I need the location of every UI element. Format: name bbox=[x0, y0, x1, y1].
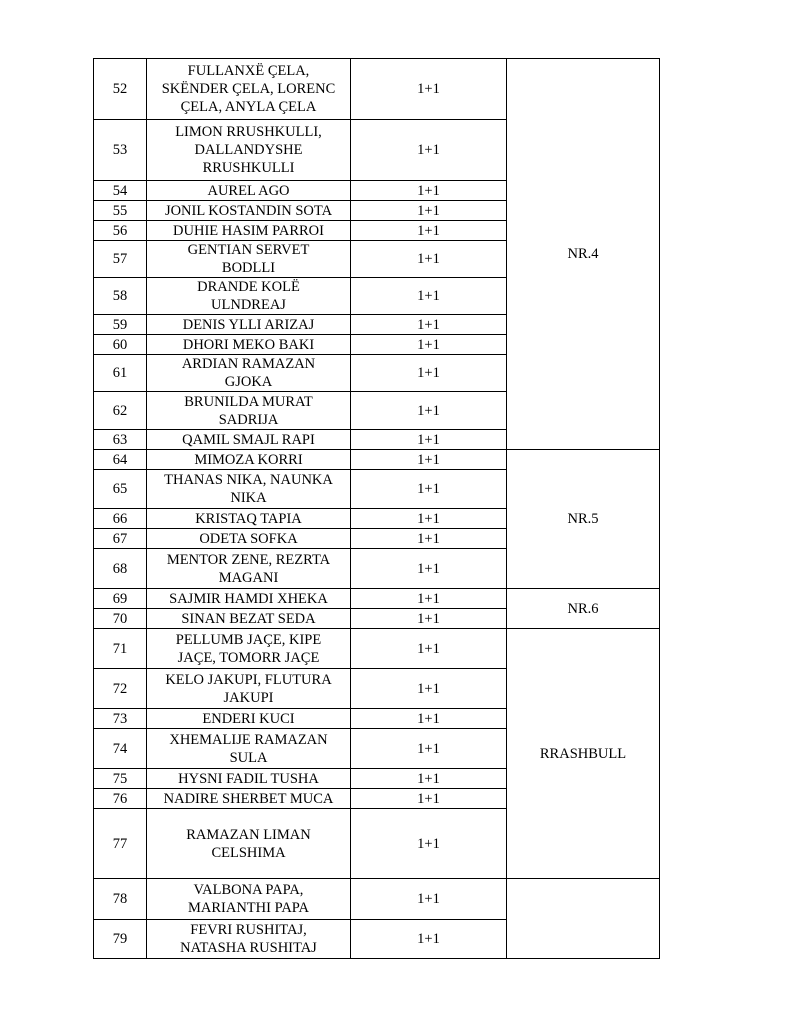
beneficiary-table bbox=[93, 58, 660, 959]
quantity-cell: 1+1 bbox=[351, 629, 507, 669]
row-number-cell: 66 bbox=[94, 509, 147, 529]
quantity-cell: 1+1 bbox=[351, 120, 507, 181]
row-number-cell: 62 bbox=[94, 392, 147, 430]
quantity-cell: 1+1 bbox=[351, 59, 507, 120]
name-cell: HYSNI FADIL TUSHA bbox=[147, 769, 351, 789]
row-number-cell: 63 bbox=[94, 430, 147, 450]
name-cell: LIMON RRUSHKULLI, DALLANDYSHE RRUSHKULLI bbox=[147, 120, 351, 181]
name-cell: DENIS YLLI ARIZAJ bbox=[147, 315, 351, 335]
quantity-cell: 1+1 bbox=[351, 201, 507, 221]
table-row bbox=[94, 59, 660, 120]
quantity-cell: 1+1 bbox=[351, 549, 507, 589]
quantity-cell: 1+1 bbox=[351, 729, 507, 769]
row-number-cell: 58 bbox=[94, 278, 147, 315]
name-cell: MENTOR ZENE, REZRTA MAGANI bbox=[147, 549, 351, 589]
row-number-cell: 53 bbox=[94, 120, 147, 181]
name-cell: RAMAZAN LIMAN CELSHIMA bbox=[147, 809, 351, 879]
name-cell: DHORI MEKO BAKI bbox=[147, 335, 351, 355]
table-body bbox=[94, 59, 660, 959]
row-number-cell: 71 bbox=[94, 629, 147, 669]
name-cell: SINAN BEZAT SEDA bbox=[147, 609, 351, 629]
name-cell: DRANDE KOLË ULNDREAJ bbox=[147, 278, 351, 315]
name-cell: ARDIAN RAMAZAN GJOKA bbox=[147, 355, 351, 392]
table-row bbox=[94, 450, 660, 470]
quantity-cell: 1+1 bbox=[351, 315, 507, 335]
quantity-cell: 1+1 bbox=[351, 392, 507, 430]
row-number-cell: 76 bbox=[94, 789, 147, 809]
name-cell: DUHIE HASIM PARROI bbox=[147, 221, 351, 241]
row-number-cell: 52 bbox=[94, 59, 147, 120]
quantity-cell: 1+1 bbox=[351, 529, 507, 549]
row-number-cell: 59 bbox=[94, 315, 147, 335]
quantity-cell: 1+1 bbox=[351, 879, 507, 920]
quantity-cell: 1+1 bbox=[351, 769, 507, 789]
row-number-cell: 57 bbox=[94, 241, 147, 278]
row-number-cell: 54 bbox=[94, 181, 147, 201]
row-number-cell: 75 bbox=[94, 769, 147, 789]
quantity-cell: 1+1 bbox=[351, 920, 507, 959]
quantity-cell: 1+1 bbox=[351, 470, 507, 509]
quantity-cell: 1+1 bbox=[351, 278, 507, 315]
group-cell bbox=[507, 879, 660, 959]
group-cell: NR.5 bbox=[507, 450, 660, 589]
quantity-cell: 1+1 bbox=[351, 181, 507, 201]
name-cell: FULLANXË ÇELA, SKËNDER ÇELA, LORENC ÇELA, ANYLA ÇELA bbox=[147, 59, 351, 120]
group-cell: NR.4 bbox=[507, 59, 660, 450]
row-number-cell: 64 bbox=[94, 450, 147, 470]
quantity-cell: 1+1 bbox=[351, 709, 507, 729]
row-number-cell: 79 bbox=[94, 920, 147, 959]
name-cell: VALBONA PAPA, MARIANTHI PAPA bbox=[147, 879, 351, 920]
quantity-cell: 1+1 bbox=[351, 509, 507, 529]
name-cell: SAJMIR HAMDI XHEKA bbox=[147, 589, 351, 609]
name-cell: PELLUMB JAÇE, KIPE JAÇE, TOMORR JAÇE bbox=[147, 629, 351, 669]
quantity-cell: 1+1 bbox=[351, 355, 507, 392]
quantity-cell: 1+1 bbox=[351, 241, 507, 278]
name-cell: NADIRE SHERBET MUCA bbox=[147, 789, 351, 809]
name-cell: KELO JAKUPI, FLUTURA JAKUPI bbox=[147, 669, 351, 709]
quantity-cell: 1+1 bbox=[351, 809, 507, 879]
quantity-cell: 1+1 bbox=[351, 789, 507, 809]
row-number-cell: 56 bbox=[94, 221, 147, 241]
name-cell: JONIL KOSTANDIN SOTA bbox=[147, 201, 351, 221]
row-number-cell: 68 bbox=[94, 549, 147, 589]
name-cell: KRISTAQ TAPIA bbox=[147, 509, 351, 529]
row-number-cell: 70 bbox=[94, 609, 147, 629]
row-number-cell: 73 bbox=[94, 709, 147, 729]
group-cell: NR.6 bbox=[507, 589, 660, 629]
row-number-cell: 77 bbox=[94, 809, 147, 879]
quantity-cell: 1+1 bbox=[351, 430, 507, 450]
row-number-cell: 72 bbox=[94, 669, 147, 709]
row-number-cell: 69 bbox=[94, 589, 147, 609]
name-cell: QAMIL SMAJL RAPI bbox=[147, 430, 351, 450]
quantity-cell: 1+1 bbox=[351, 589, 507, 609]
row-number-cell: 78 bbox=[94, 879, 147, 920]
name-cell: ODETA SOFKA bbox=[147, 529, 351, 549]
name-cell: XHEMALIJE RAMAZAN SULA bbox=[147, 729, 351, 769]
row-number-cell: 67 bbox=[94, 529, 147, 549]
name-cell: MIMOZA KORRI bbox=[147, 450, 351, 470]
table-row bbox=[94, 879, 660, 920]
name-cell: BRUNILDA MURAT SADRIJA bbox=[147, 392, 351, 430]
quantity-cell: 1+1 bbox=[351, 450, 507, 470]
quantity-cell: 1+1 bbox=[351, 221, 507, 241]
name-cell: ENDERI KUCI bbox=[147, 709, 351, 729]
row-number-cell: 74 bbox=[94, 729, 147, 769]
row-number-cell: 61 bbox=[94, 355, 147, 392]
name-cell: FEVRI RUSHITAJ, NATASHA RUSHITAJ bbox=[147, 920, 351, 959]
table-row bbox=[94, 589, 660, 609]
row-number-cell: 65 bbox=[94, 470, 147, 509]
name-cell: THANAS NIKA, NAUNKA NIKA bbox=[147, 470, 351, 509]
row-number-cell: 60 bbox=[94, 335, 147, 355]
name-cell: AUREL AGO bbox=[147, 181, 351, 201]
quantity-cell: 1+1 bbox=[351, 609, 507, 629]
group-cell: RRASHBULL bbox=[507, 629, 660, 879]
name-cell: GENTIAN SERVET BODLLI bbox=[147, 241, 351, 278]
row-number-cell: 55 bbox=[94, 201, 147, 221]
quantity-cell: 1+1 bbox=[351, 335, 507, 355]
table-row bbox=[94, 629, 660, 669]
quantity-cell: 1+1 bbox=[351, 669, 507, 709]
